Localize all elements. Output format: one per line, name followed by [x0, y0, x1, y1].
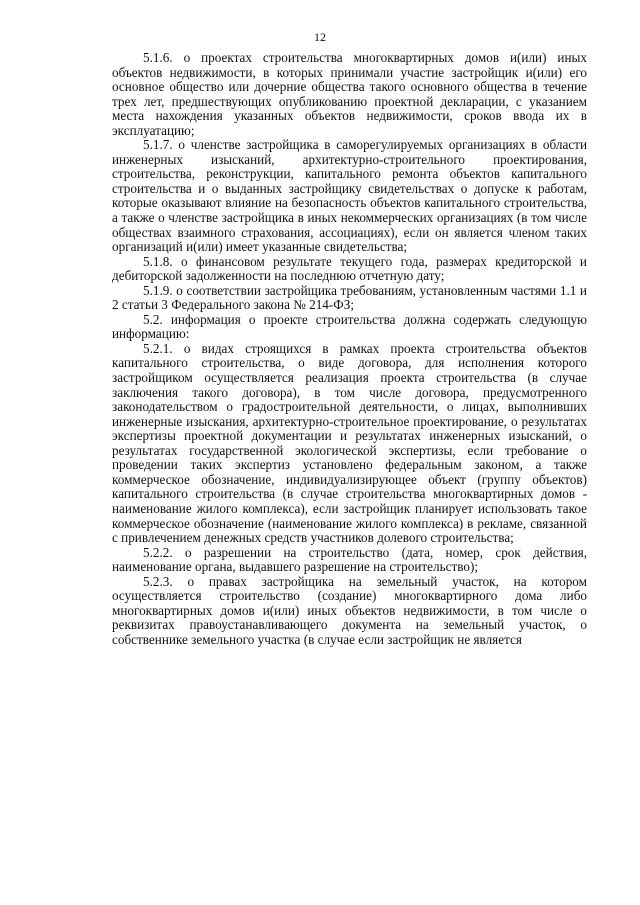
paragraph-5-2-2: 5.2.2. о разрешении на строительство (дата, номер, срок действия, наименование органа, выдавшего разрешение на строительство);	[112, 544, 587, 575]
paragraph-5-1-6: 5.1.6. о проектах строительства многоквартирных домов и(или) иных объектов недвижимости, в которых принимали участие застройщик и(или) его основное общество или дочерние общества такого основного общества в течение трех лет, предшествующих опубликованию проектной декларации, с указанием места нахождения указанных объектов недвижимости, сроков ввода их в эксплуатацию;	[112, 50, 587, 138]
paragraph-5-1-7: 5.1.7. о членстве застройщика в саморегулируемых организациях в области инженерных изысканий, архитектурно-строительного проектирования, строительства, реконструкции, капитального ремонта объектов капитального строительства и о выданных застройщику свидетельствах о допуске к работам, которые оказывают влияние на безопасность объектов капитального строительства, а также о членстве застройщика в иных некоммерческих организациях (в том числе обществах взаимного страхования, ассоциациях), если он является членом таких организаций и(или) имеет указанные свидетельства;	[112, 137, 587, 255]
page-number: 12	[314, 30, 326, 44]
document-body	[112, 51, 587, 647]
paragraph-5-1-8: 5.1.8. о финансовом результате текущего года, размерах кредиторской и дебиторской задолженности на последнюю отчетную дату;	[112, 253, 587, 284]
paragraph-5-2: 5.2. информация о проекте строительства должна содержать следующую информацию:	[112, 311, 587, 342]
paragraph-5-2-3: 5.2.3. о правах застройщика на земельный участок, на котором осуществляется строительство (создание) многоквартирного дома либо многоквартирных домов и(или) иных объектов недвижимости, в том числе о реквизитах правоустанавливающего документа на земельный участок, о собственнике земельного участка (в случае если застройщик не является	[112, 573, 587, 647]
paragraph-5-1-9: 5.1.9. о соответствии застройщика требованиям, установленным частями 1.1 и 2 статьи 3 Федерального закона № 214-ФЗ;	[112, 282, 587, 313]
paragraph-5-2-1: 5.2.1. о видах строящихся в рамках проекта строительства объектов капитального строительства, о виде договора, для исполнения которого застройщиком осуществляется реализация проекта строительства (в случае заключения такого договора), в том числе договора, предусмотренного законодательством о градостроительной деятельности, о лицах, выполнивших инженерные изыскания, архитектурно-строительное проектирование, о результатах экспертизы проектной документации и результатах инженерных изысканий, о результатах государственной экологической экспертизы, если требование о проведении таких экспертиз установлено федеральным законом, а также коммерческое обозначение, индивидуализирующее объект (группу объектов) капитального строительства (в случае строительства многоквартирных домов - наименование жилого комплекса), если застройщик планирует использовать такое коммерческое обозначение (наименование жилого комплекса) в рекламе, связанной с привлечением денежных средств участников долевого строительства;	[112, 340, 587, 546]
